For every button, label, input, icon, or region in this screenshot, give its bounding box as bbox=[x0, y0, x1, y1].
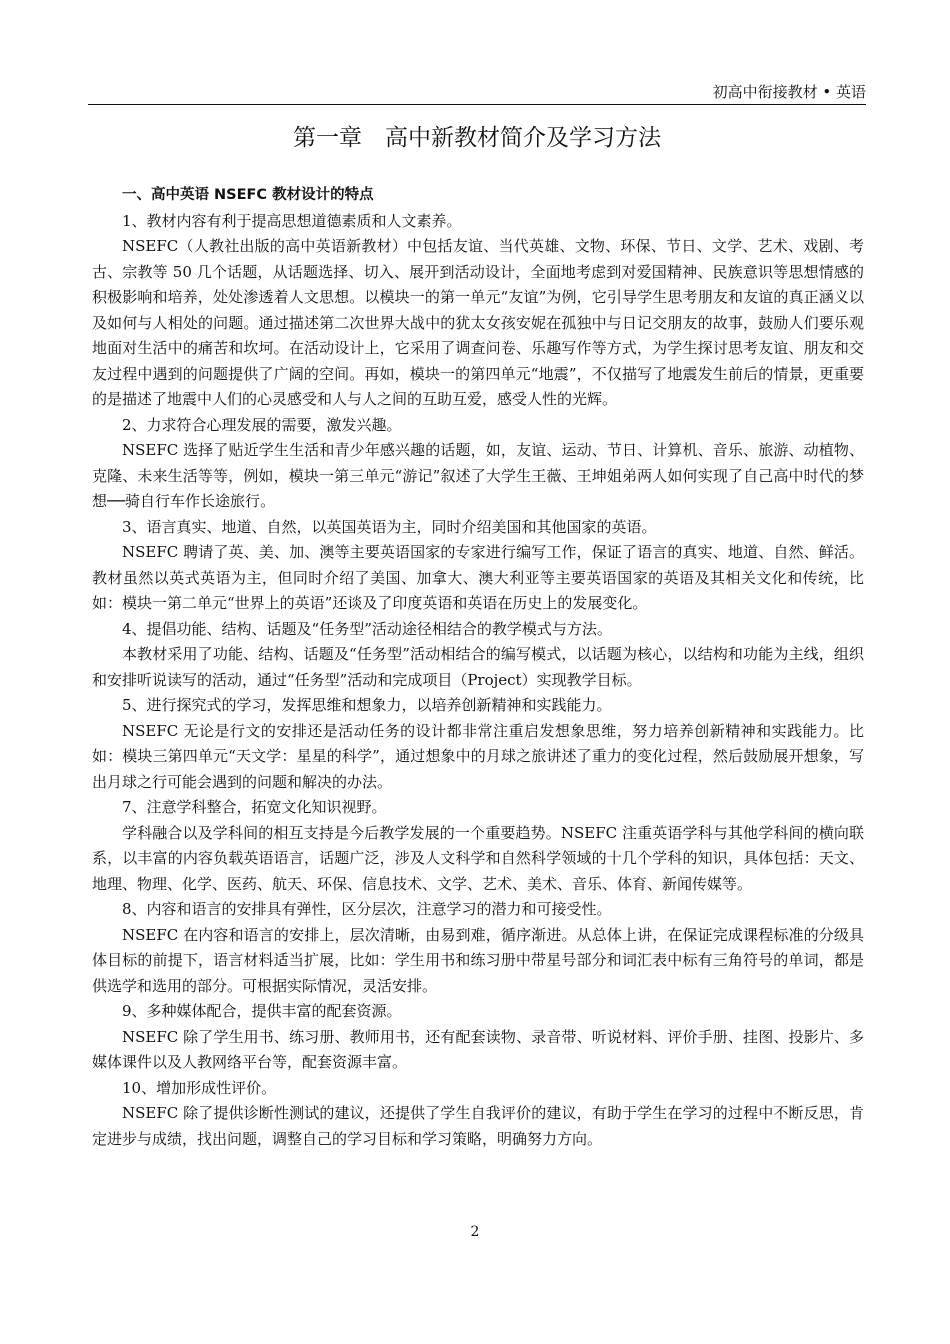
item-subhead: 7、注意学科整合，拓宽文化知识视野。 bbox=[122, 798, 387, 816]
item-body: NSEFC 无论是行文的安排还是活动任务的设计都非常注重启发想象思维，努力培养创新精神和实践能力。比如：模块三第四单元“天文学：星星的科学”，通过想象中的月球之旅讲述了重力的变化过程，然后鼓励展开想象，写出月球之行可能会遇到的问题和解决的办法。 bbox=[92, 721, 864, 791]
item-subhead: 9、多种媒体配合，提供丰富的配套资源。 bbox=[122, 1002, 402, 1020]
chapter-title: 第一章 高中新教材简介及学习方法 bbox=[293, 125, 661, 152]
item-body: NSEFC 除了学生用书、练习册、教师用书，还有配套读物、录音带、听说材料、评价手册、挂图、投影片、多媒体课件以及人教网络平台等，配套资源丰富。 bbox=[92, 1027, 864, 1071]
item-body: NSEFC 除了提供诊断性测试的建议，还提供了学生自我评价的建议，有助于学生在学习的过程中不断反思，肯定进步与成绩，找出问题，调整自己的学习目标和学习策略，明确努力方向。 bbox=[92, 1104, 864, 1148]
item-body: NSEFC 选择了贴近学生生活和青少年感兴趣的话题，如，友谊、运动、节日、计算机、音乐、旅游、动植物、克隆、未来生活等等，例如，模块一第三单元“游记”叙述了大学生王薇、王坤姐弟两人如何实现了自己高中时代的梦想──骑自行车作长途旅行。 bbox=[92, 441, 864, 510]
item-body: 本教材采用了功能、结构、话题及“任务型”活动相结合的编写模式，以话题为核心，以结构和功能为主线，组织和安排听说读写的活动，通过“任务型”活动和完成项目（Project）实现教学目标。 bbox=[92, 645, 864, 689]
page-number: 2 bbox=[470, 1224, 480, 1240]
item-subhead: 1、教材内容有利于提高思想道德素质和人文素养。 bbox=[122, 211, 462, 230]
header-rule bbox=[88, 104, 866, 105]
item-subhead: 4、提倡功能、结构、话题及“任务型”活动途径相结合的教学模式与方法。 bbox=[122, 619, 612, 638]
item-subhead: 10、增加形成性评价。 bbox=[122, 1078, 277, 1097]
item-body: NSEFC 聘请了英、美、加、澳等主要英语国家的专家进行编写工作，保证了语言的真实、地道、自然、鲜活。教材虽然以英式英语为主，但同时介绍了美国、加拿大、澳大利亚等主要英语国家的英语及其相关文化和传统，比如：模块一第二单元“世界上的英语”还谈及了印度英语和英语在历史上的发展变化。 bbox=[92, 543, 864, 612]
item-body: NSEFC（人教社出版的高中英语新教材）中包括友谊、当代英雄、文物、环保、节日、文学、艺术、戏剧、考古、宗教等 50 几个话题，从话题选择、切入、展开到活动设计，全面地考虑到对爱国精神、民族意识等思想情感的积极影响和培养，处处渗透着人文思想。以模块一的第一单元“友谊”为例，它引导学生思考朋友和友谊的真正涵义以及如何与人相处的问题。通过描述第二次世界大战中的犹太女孩安妮在孤独中与日记交朋友的故事，鼓励人们要乐观地面对生活中的痛苦和坎坷。在活动设计上，它采用了调查问卷、乐趣写作等方式，为学生探讨思考友谊、朋友和交友过程中遇到的问题提供了广阔的空间。再如，模块一的第四单元“地震”，不仅描写了地震发生前后的情景，更重要的是描述了地震中人们的心灵感受和人与人之间的互助互爱，感受人性的光辉。 bbox=[92, 237, 864, 408]
item-body: 学科融合以及学科间的相互支持是今后教学发展的一个重要趋势。NSEFC 注重英语学科与其他学科间的横向联系，以丰富的内容负载英语语言，话题广泛，涉及人文科学和自然科学领域的十几个学科的知识，具体包括：天文、地理、物理、化学、医药、航天、环保、信息技术、文学、艺术、美术、音乐、体育、新闻传媒等。 bbox=[92, 823, 864, 893]
document-body bbox=[92, 183, 864, 1152]
section-heading: 一、高中英语 NSEFC 教材设计的特点 bbox=[122, 187, 374, 203]
item-subhead: 5、进行探究式的学习，发挥思维和想象力，以培养创新精神和实践能力。 bbox=[122, 696, 612, 714]
item-subhead: 8、内容和语言的安排具有弹性，区分层次，注意学习的潜力和可接受性。 bbox=[122, 900, 612, 918]
item-body: NSEFC 在内容和语言的安排上，层次清晰，由易到难，循序渐进。从总体上讲，在保证完成课程标准的分级具体目标的前提下，语言材料适当扩展，比如：学生用书和练习册中带星号部分和词汇表中标有三角符号的单词，都是供选学和选用的部分。可根据实际情况，灵活安排。 bbox=[92, 925, 864, 995]
item-subhead: 3、语言真实、地道、自然，以英国英语为主，同时介绍美国和其他国家的英语。 bbox=[122, 517, 657, 536]
running-header: 初高中衔接教材 • 英语 bbox=[712, 83, 866, 101]
item-subhead: 2、力求符合心理发展的需要，激发兴趣。 bbox=[122, 415, 402, 434]
